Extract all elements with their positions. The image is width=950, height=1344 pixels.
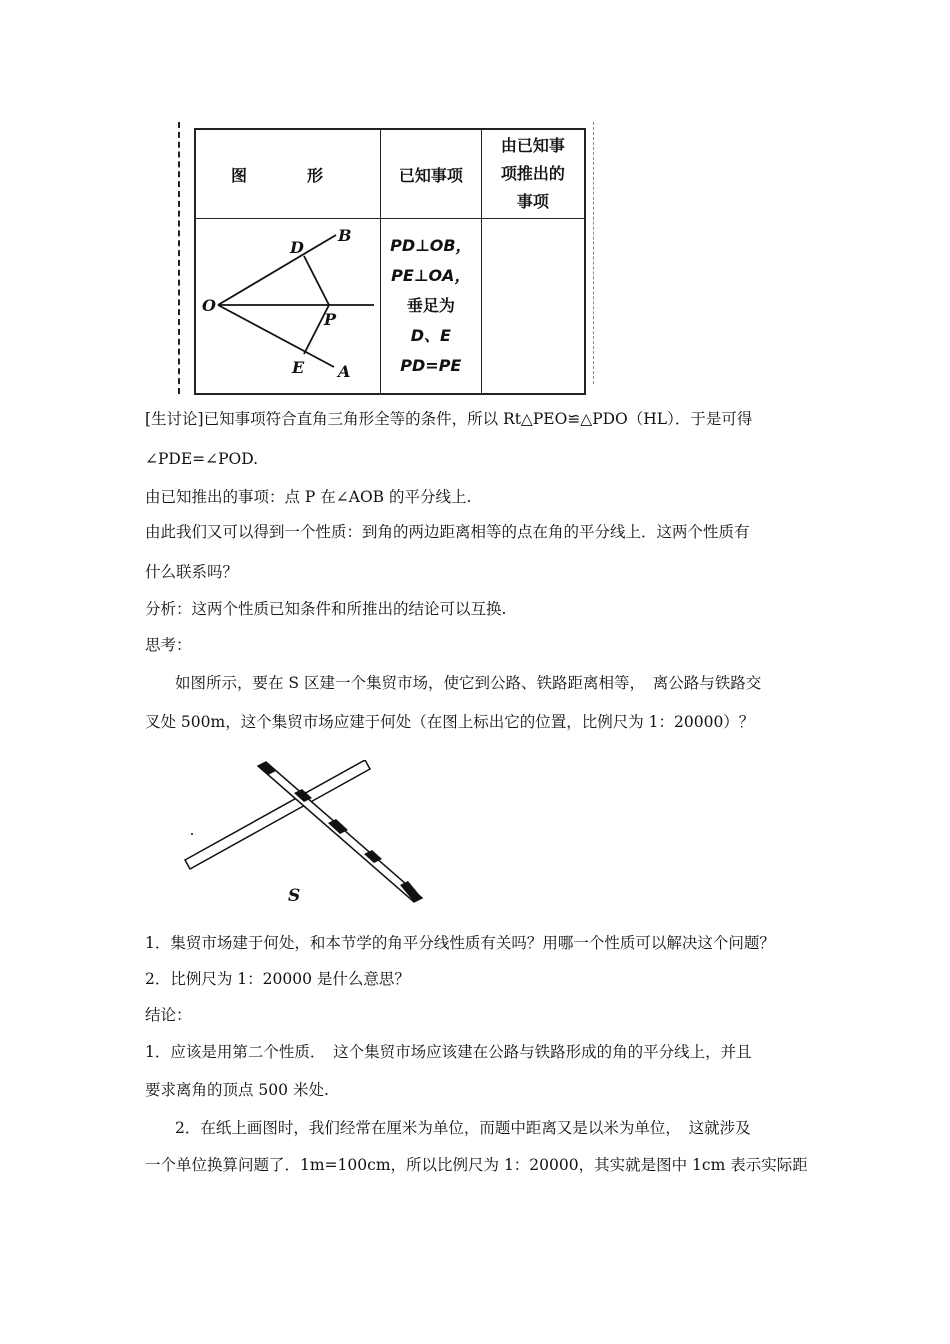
conclusion-2-line-2: 一个单位换算问题了．1m=100cm，所以比例尺为 1：20000，其实就是图中 1cm 表示实际距 bbox=[145, 1156, 808, 1174]
discussion-line-2: ∠PDE=∠POD. bbox=[145, 450, 259, 468]
property-table bbox=[194, 128, 586, 395]
road-railway-figure bbox=[180, 760, 430, 910]
think-heading: 思考： bbox=[145, 636, 192, 654]
property-line-1: 由此我们又可以得到一个性质：到角的两边距离相等的点在角的平分线上．这两个性质有 bbox=[145, 523, 750, 541]
label-e: E bbox=[292, 358, 305, 377]
deduced-fact: 由已知推出的事项：点 P 在∠AOB 的平分线上. bbox=[145, 488, 472, 506]
header-deduced: 由已知事 项推出的 事项 bbox=[481, 129, 585, 219]
ray-oa bbox=[218, 305, 334, 367]
dashed-border-left bbox=[178, 122, 180, 394]
label-b: B bbox=[338, 226, 352, 245]
deduced-cell-empty bbox=[481, 219, 585, 395]
question-1: 1．集贸市场建于何处，和本节学的角平分线性质有关吗？用哪一个性质可以解决这个问题？ bbox=[145, 934, 775, 952]
segment-pd bbox=[304, 256, 329, 305]
problem-line-1: 如图所示，要在 S 区建一个集贸市场，使它到公路、铁路距离相等， 离公路与铁路交 bbox=[175, 674, 762, 692]
problem-line-2: 叉处 500m，这个集贸市场应建于何处（在图上标出它的位置，比例尺为 1：20000）？ bbox=[145, 713, 755, 731]
known-conditions-cell: PD⊥OB， PE⊥OA， 垂足为 D、E PD=PE bbox=[381, 219, 482, 395]
ray-ob bbox=[218, 235, 336, 305]
dashed-border-right bbox=[593, 122, 594, 384]
property-table-figure bbox=[178, 122, 598, 394]
angle-bisector-diagram bbox=[196, 219, 380, 389]
label-s: S bbox=[288, 886, 301, 906]
property-line-2: 什么联系吗？ bbox=[145, 563, 239, 581]
discussion-line-1: [生讨论]已知事项符合直角三角形全等的条件，所以 Rt△PEO≌△PDO（HL）．于是可得 bbox=[145, 410, 753, 428]
conclusion-heading: 结论： bbox=[145, 1006, 192, 1024]
conclusion-2-line-1: 2．在纸上画图时，我们经常在厘米为单位，而题中距离又是以米为单位， 这就涉及 bbox=[175, 1119, 751, 1137]
label-a: A bbox=[338, 362, 351, 381]
figure-cell bbox=[195, 219, 381, 395]
label-o: O bbox=[202, 296, 216, 315]
label-d: D bbox=[290, 238, 304, 257]
question-2: 2．比例尺为 1：20000 是什么意思？ bbox=[145, 970, 410, 988]
analysis: 分析：这两个性质已知条件和所推出的结论可以互换. bbox=[145, 600, 507, 618]
header-figure: 图 形 bbox=[195, 129, 381, 219]
conclusion-1-line-2: 要求离角的顶点 500 米处. bbox=[145, 1081, 329, 1099]
conclusion-1-line-1: 1．应该是用第二个性质． 这个集贸市场应该建在公路与铁路形成的角的平分线上，并且 bbox=[145, 1043, 752, 1061]
label-p: P bbox=[324, 310, 337, 329]
header-known: 已知事项 bbox=[381, 129, 482, 219]
stray-dot bbox=[191, 833, 193, 835]
